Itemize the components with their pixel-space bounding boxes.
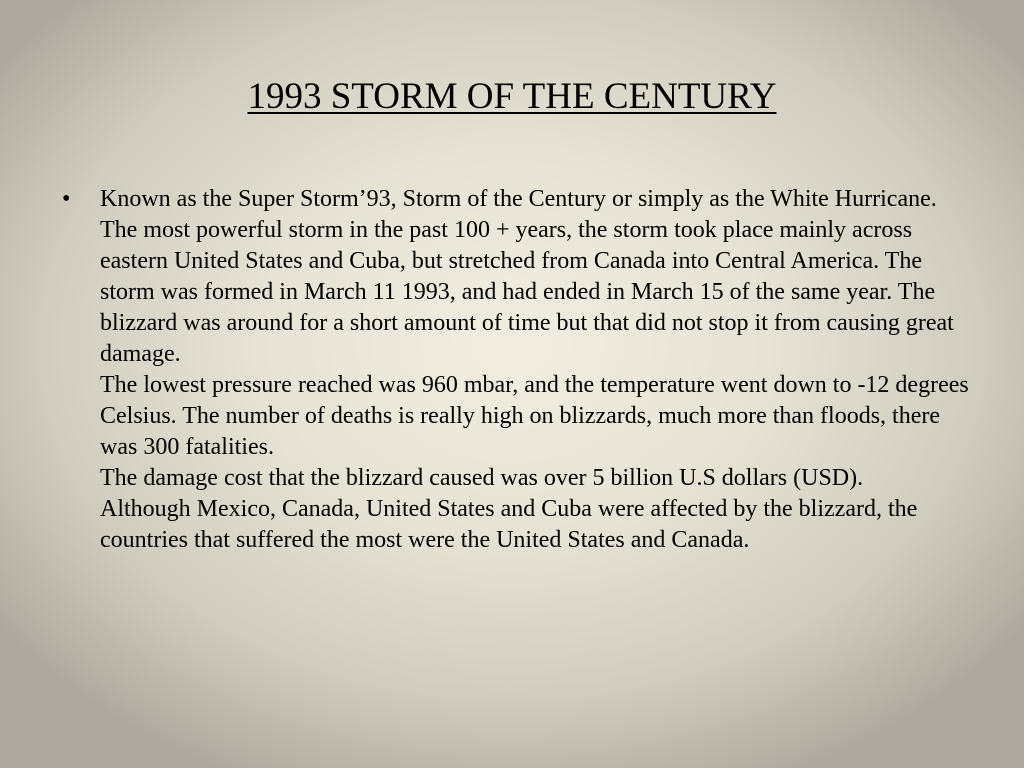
paragraph-pressure-deaths: The lowest pressure reached was 960 mbar, and the temperature went down to -12 degrees Celsius. The number of deaths is really high on blizzards, much more than floods, there was 300 fatalities. bbox=[100, 372, 969, 460]
paragraph-overview: The most powerful storm in the past 100 + years, the storm took place mainly across eastern United States and Cuba, but stretched from Canada into Central America. The storm was formed in March 11 1993, and had ended in March 15 of the same year. The blizzard was around for a short amount of time but that did not stop it from causing great damage. bbox=[100, 217, 954, 367]
bullet-icon: • bbox=[62, 186, 71, 212]
paragraph-damage-cost: The damage cost that the blizzard caused was over 5 billion U.S dollars (USD). bbox=[100, 465, 864, 491]
paragraph-intro: Known as the Super Storm’93, Storm of the Century or simply as the White Hurricane. bbox=[100, 186, 937, 212]
slide-body bbox=[62, 184, 974, 556]
bullet-text bbox=[100, 184, 974, 556]
slide-title bbox=[0, 74, 1024, 120]
paragraph-affected-countries: Although Mexico, Canada, United States and Cuba were affected by the blizzard, the countries that suffered the most were the United States and Canada. bbox=[100, 496, 918, 553]
slide-title-text: 1993 STORM OF THE CENTURY bbox=[247, 76, 777, 117]
bullet-item bbox=[62, 184, 974, 556]
